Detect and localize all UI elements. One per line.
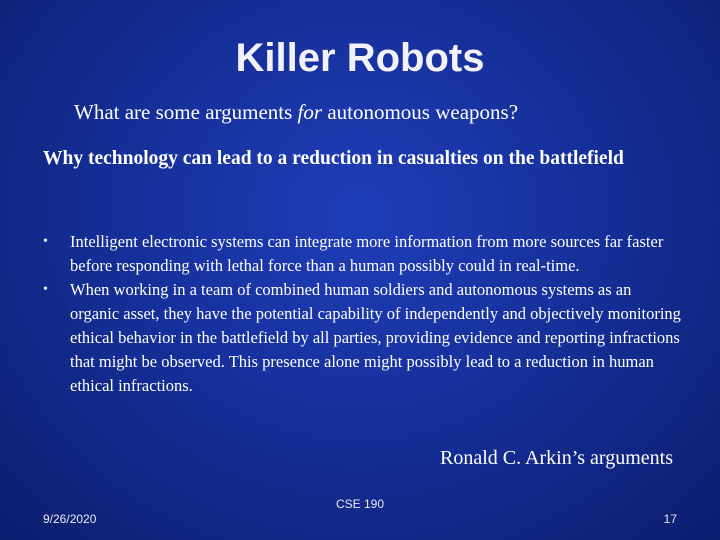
slide-subtitle bbox=[74, 98, 674, 126]
footer-date: 9/26/2020 bbox=[43, 512, 97, 526]
attribution-text: Ronald C. Arkin’s arguments bbox=[440, 447, 673, 469]
bullet-icon: • bbox=[43, 234, 48, 249]
footer-course: CSE 190 bbox=[335, 497, 385, 511]
bullet-list bbox=[43, 230, 683, 398]
subtitle-text-after: autonomous weapons? bbox=[322, 100, 519, 124]
bullet-icon: • bbox=[43, 282, 48, 297]
bullet-text: When working in a team of combined human soldiers and autonomous systems as an organic asset, they have the potential capability of independently and objectively monitoring ethical behavior in the battlefield by all parties, providing evidence and reporting infractions that might be observed. This presence alone might possibly lead to a reduction in human ethical infractions. bbox=[70, 280, 681, 395]
subtitle-emphasis: for bbox=[297, 100, 323, 124]
section-heading: Why technology can lead to a reduction in casualties on the battlefield bbox=[43, 148, 624, 169]
bullet-item bbox=[43, 230, 683, 278]
footer-page-number: 17 bbox=[663, 512, 677, 526]
subtitle-text-before: What are some arguments bbox=[74, 100, 298, 124]
slide-title: Killer Robots bbox=[235, 36, 485, 80]
bullet-text: Intelligent electronic systems can integrate more information from more sources far faster before responding with lethal force than a human possibly could in real-time. bbox=[70, 232, 664, 275]
bullet-item bbox=[43, 278, 683, 398]
